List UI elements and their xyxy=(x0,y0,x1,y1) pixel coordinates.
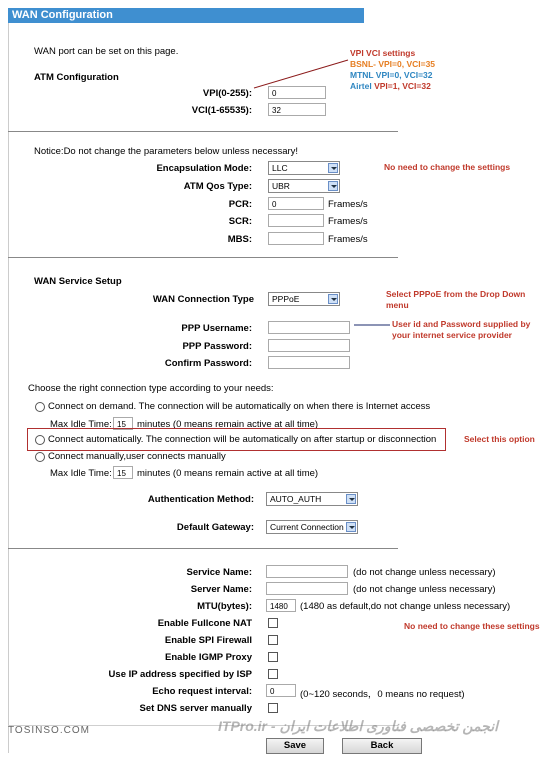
dns-checkbox[interactable] xyxy=(268,703,278,713)
watermark-left: TOSINSO.COM xyxy=(8,725,90,736)
annot-user-pointer xyxy=(352,321,392,329)
notice-text: Notice:Do not change the parameters below unless necessary! xyxy=(34,146,299,157)
note-user xyxy=(392,319,530,341)
radio-connect-auto[interactable] xyxy=(35,435,45,445)
note-settings: No need to change these settings xyxy=(404,621,540,631)
note-user-line1: User id and Password supplied by xyxy=(392,319,531,329)
divider xyxy=(8,131,398,132)
encap-value: LLC xyxy=(272,163,288,173)
fullcone-checkbox[interactable] xyxy=(268,618,278,628)
igmp-checkbox[interactable] xyxy=(268,652,278,662)
password-label: PPP Password: xyxy=(182,341,252,352)
chevron-down-icon[interactable] xyxy=(346,522,356,532)
dns-label: Set DNS server manually xyxy=(139,703,252,714)
scr-label: SCR: xyxy=(228,216,252,227)
echo-hint: (0~120 seconds，0 means no request) xyxy=(300,689,465,700)
chevron-down-icon[interactable] xyxy=(346,494,356,504)
encap-label: Encapsulation Mode: xyxy=(156,163,252,174)
mtu-input[interactable]: 1480 xyxy=(266,599,296,612)
mbs-unit: Frames/s xyxy=(328,234,368,245)
idle1-label: Max Idle Time: xyxy=(50,419,112,430)
vpi-input[interactable]: 0 xyxy=(268,86,326,99)
conn-type-value: PPPoE xyxy=(272,294,300,304)
auth-value: AUTO_AUTH xyxy=(270,494,322,504)
qos-value: UBR xyxy=(272,181,290,191)
note-select: Select this option xyxy=(464,434,535,444)
connect-manual-label: Connect manually,user connects manually xyxy=(48,451,226,462)
annot-vpi-title: VPI VCI settings xyxy=(350,48,416,58)
connect-demand-label: Connect on demand. The connection will be automatically on when there is Internet access xyxy=(48,401,431,412)
note-pppoe xyxy=(386,289,525,311)
auth-label: Authentication Method: xyxy=(147,494,254,505)
confirm-password-input[interactable] xyxy=(268,356,350,369)
radio-connect-manual[interactable] xyxy=(35,452,45,462)
note-user-line2: your internet service provider xyxy=(392,330,512,340)
wan-heading: WAN Service Setup xyxy=(34,276,122,287)
idle2-label: Max Idle Time: xyxy=(50,468,112,479)
pcr-label: PCR: xyxy=(228,199,252,210)
annot-airtel-values: VPI=1, VCI=32 xyxy=(371,81,431,91)
service-name-input[interactable] xyxy=(266,565,348,578)
conn-type-select[interactable] xyxy=(268,292,340,306)
password-input[interactable] xyxy=(268,339,350,352)
username-input[interactable] xyxy=(268,321,350,334)
back-button[interactable]: Back xyxy=(342,738,422,754)
chevron-down-icon[interactable] xyxy=(328,181,338,191)
choose-text: Choose the right connection type according to your needs: xyxy=(28,383,274,394)
idle1-input[interactable]: 15 xyxy=(113,417,133,430)
vci-label: VCI(1-65535): xyxy=(191,105,252,116)
confirm-label: Confirm Password: xyxy=(164,358,252,369)
scr-unit: Frames/s xyxy=(328,216,368,227)
vpi-label: VPI(0-255): xyxy=(202,88,252,99)
idle2-input[interactable]: 15 xyxy=(113,466,133,479)
note-pppoe-line2: menu xyxy=(386,300,409,310)
mtu-label: MTU(bytes): xyxy=(197,601,252,612)
igmp-label: Enable IGMP Proxy xyxy=(165,652,252,663)
divider xyxy=(8,548,398,549)
save-button[interactable]: Save xyxy=(266,738,324,754)
annot-airtel xyxy=(350,81,431,91)
chevron-down-icon[interactable] xyxy=(328,163,338,173)
annot-mtnl: MTNL VPI=0, VCI=32 xyxy=(350,70,433,80)
pcr-unit: Frames/s xyxy=(328,199,368,210)
conn-type-label: WAN Connection Type xyxy=(152,294,254,305)
qos-select[interactable] xyxy=(268,179,340,193)
scr-input[interactable] xyxy=(268,214,324,227)
service-name-label: Service Name: xyxy=(186,567,252,578)
page-title: WAN Configuration xyxy=(8,8,364,23)
encap-select[interactable] xyxy=(268,161,340,175)
username-label: PPP Username: xyxy=(181,323,252,334)
server-name-input[interactable] xyxy=(266,582,348,595)
isp-ip-label: Use IP address specified by ISP xyxy=(108,669,252,680)
idle2-suffix: minutes (0 means remain active at all time) xyxy=(137,468,319,479)
server-name-hint: (do not change unless necessary) xyxy=(353,584,496,595)
intro-text: WAN port can be set on this page. xyxy=(34,46,179,57)
annot-airtel-name: Airtel xyxy=(350,81,372,91)
atm-heading: ATM Configuration xyxy=(34,72,119,83)
gateway-value: Current Connection xyxy=(270,522,344,532)
qos-label: ATM Qos Type: xyxy=(183,181,252,192)
annot-bsnl: BSNL- VPI=0, VCI=35 xyxy=(350,59,436,69)
watermark-right: ITPro.ir - انجمن تخصصی فناوری اطلاعات ایران xyxy=(218,718,498,734)
annot-vpi-pointer xyxy=(250,58,350,90)
service-name-hint: (do not change unless necessary) xyxy=(353,567,496,578)
server-name-label: Server Name: xyxy=(190,584,252,595)
vci-input[interactable]: 32 xyxy=(268,103,326,116)
spi-checkbox[interactable] xyxy=(268,635,278,645)
chevron-down-icon[interactable] xyxy=(328,294,338,304)
echo-input[interactable]: 0 xyxy=(266,684,296,697)
gateway-label: Default Gateway: xyxy=(176,522,254,533)
isp-ip-checkbox[interactable] xyxy=(268,669,278,679)
idle1-suffix: minutes (0 means remain active at all time) xyxy=(137,419,319,430)
divider xyxy=(8,257,398,258)
note-no-change: No need to change the settings xyxy=(384,162,511,172)
radio-connect-demand[interactable] xyxy=(35,402,45,412)
mtu-hint: (1480 as default,do not change unless necessary) xyxy=(300,601,511,612)
connect-auto-label: Connect automatically. The connection will be automatically on after startup or disconnection xyxy=(48,434,437,445)
mbs-label: MBS: xyxy=(227,234,252,245)
spi-label: Enable SPI Firewall xyxy=(164,635,252,646)
auth-select[interactable] xyxy=(266,492,358,506)
note-pppoe-line1: Select PPPoE from the Drop Down xyxy=(386,289,526,299)
echo-label: Echo request interval: xyxy=(152,686,252,697)
fullcone-label: Enable Fullcone NAT xyxy=(157,618,252,629)
gateway-select[interactable] xyxy=(266,520,358,534)
mbs-input[interactable] xyxy=(268,232,324,245)
pcr-input[interactable]: 0 xyxy=(268,197,324,210)
